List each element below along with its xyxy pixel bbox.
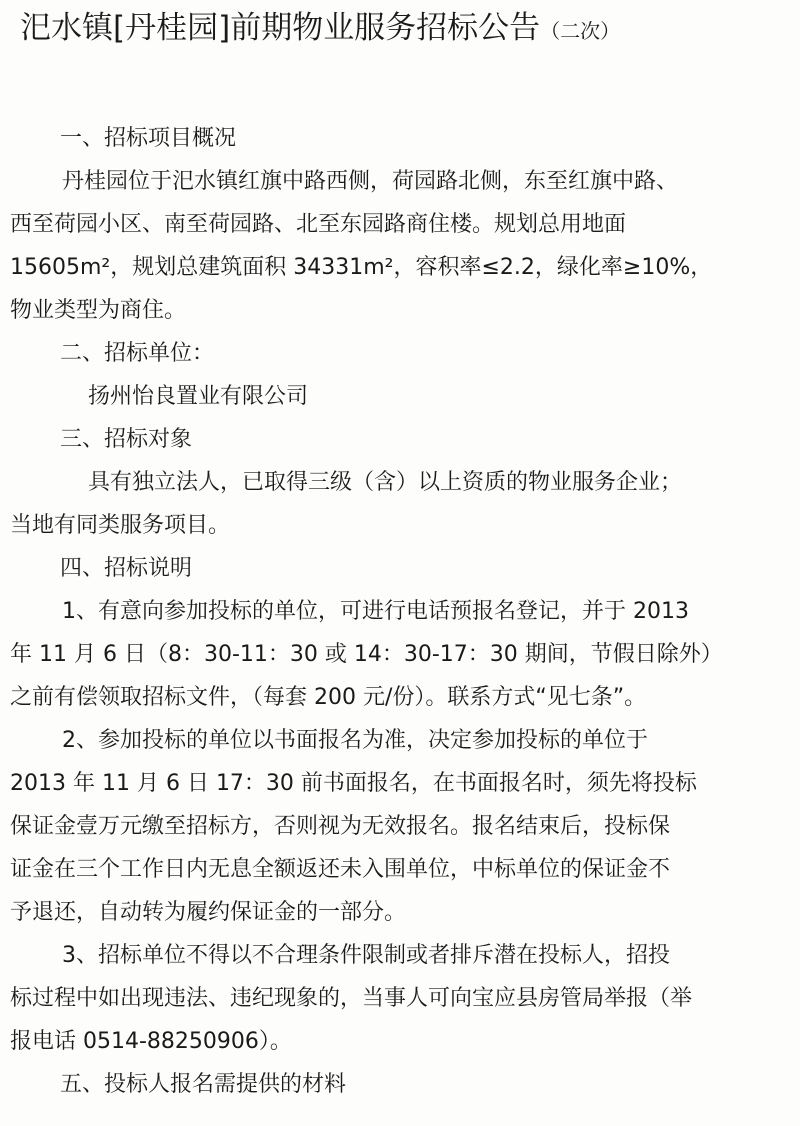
paragraph-line: 丹桂园位于汜水镇红旗中路西侧，荷园路北侧，东至红旗中路、	[62, 169, 679, 194]
paragraph-line: 保证金壹万元缴至招标方，否则视为无效报名。报名结束后，投标保	[10, 814, 671, 839]
section-heading-materials: 五、投标人报名需提供的材料	[60, 1072, 347, 1097]
paragraph-line: 当地有同类服务项目。	[10, 513, 231, 538]
paragraph-line: 年 11 月 6 日（8：30-11：30 或 14：30-17：30 期间，节假日除外）	[10, 642, 723, 667]
paragraph-line: 15605m²，规划总建筑面积 34331m²，容积率≤2.2，绿化率≥10%，	[10, 255, 713, 280]
paragraph-line: 标过程中如出现违法、违纪现象的，当事人可向宝应县房管局举报（举	[10, 986, 693, 1011]
company-name: 扬州怡良置业有限公司	[88, 384, 309, 409]
paragraph-line: 西至荷园小区、南至荷园路、北至东园路商住楼。规划总用地面	[10, 212, 627, 237]
paragraph-line: 2、参加投标的单位以书面报名为准，决定参加投标的单位于	[62, 728, 648, 753]
paragraph-line: 2013 年 11 月 6 日 17：30 前书面报名，在书面报名时，须先将投标	[10, 771, 697, 796]
paragraph-line: 之前有偿领取招标文件，（每套 200 元/份）。联系方式“见七条”。	[10, 685, 647, 710]
title-suffix: （二次）	[540, 19, 621, 43]
paragraph-line: 1、有意向参加投标的单位，可进行电话预报名登记，并于 2013	[62, 599, 689, 624]
paragraph-line: 证金在三个工作日内无息全额返还未入围单位，中标单位的保证金不	[10, 857, 671, 882]
title-main: 汜水镇[丹桂园]前期物业服务招标公告	[20, 10, 541, 46]
document-title	[20, 6, 800, 53]
section-heading-overview: 一、招标项目概况	[60, 126, 237, 151]
section-heading-instructions: 四、招标说明	[60, 556, 193, 581]
paragraph-line: 予退还，自动转为履约保证金的一部分。	[10, 900, 407, 925]
paragraph-line: 物业类型为商住。	[10, 298, 187, 323]
paragraph-line: 3、招标单位不得以不合理条件限制或者排斥潜在投标人，招投	[62, 943, 670, 968]
paragraph-line: 具有独立法人，已取得三级（含）以上资质的物业服务企业；	[88, 470, 683, 495]
section-heading-target: 三、招标对象	[60, 427, 193, 452]
paragraph-line: 报电话 0514-88250906）。	[10, 1029, 292, 1054]
section-heading-tenderer: 二、招标单位：	[60, 341, 215, 366]
